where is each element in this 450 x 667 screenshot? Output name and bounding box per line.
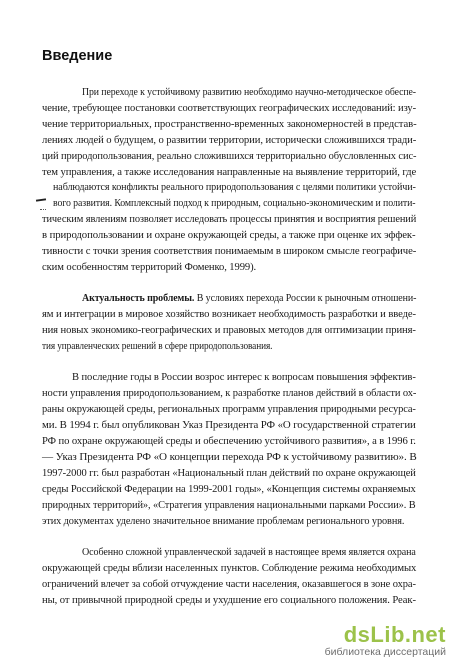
watermark-subtitle: библиотека диссертаций xyxy=(324,646,446,659)
text-line: наблюдаются конфликты реального природопользования с целями политики устойчи- xyxy=(53,182,416,193)
text-line: лениях людей о будущем, о развитии территории, исторически сложившихся тради- xyxy=(42,135,417,146)
text-line: ны, от привычной природной среды и ухудшение его социального положения. Реак- xyxy=(42,595,416,606)
text-line: При переходе к устойчивому развитию необходимо научно-методическое обеспе- xyxy=(82,87,416,98)
text-line: в природопользовании и охране окружающей среды, а также при оценке их эффек- xyxy=(42,230,416,241)
text-line: тивности с точки зрения соответствия понимаемым в широком смысле географиче- xyxy=(42,246,417,257)
text-line: ций природопользования, реально сложившихся территориально обусловленных сис- xyxy=(42,151,417,162)
text-line: 1997-2000 гг. был разработан «Национальный план действий по охране окружающей xyxy=(42,468,416,479)
text-line: окружающей среды вблизи населенных пунктов. Соблюдение режима необходимых xyxy=(42,563,417,574)
bold-lead: Актуальность проблемы. xyxy=(82,293,195,304)
pen-mark xyxy=(36,198,46,201)
text-line: тия управленческих решений в сфере природопользования. xyxy=(42,341,273,352)
text-line: ми. В 1994 г. был опубликован Указ Президента РФ «О государственной стратегии xyxy=(42,420,416,431)
text-line: среды Российской Федерации на 1999-2001 годы», «Концепция системы охраняемых xyxy=(42,484,416,495)
text-line: ским особенностям территорий Фоменко, 1999). xyxy=(42,262,257,273)
text-line: Особенно сложной управленческой задачей в настоящее время является охрана xyxy=(82,547,416,558)
text-line: чение территориальных, пространственно-временных закономерностей в представ- xyxy=(42,119,417,130)
text-line: вого развития. Комплексный подход к природным, социально-экономическим и полити- xyxy=(53,198,416,209)
text-line: тем управления, а также исследования направленные на выявление территорий, где xyxy=(42,167,417,178)
text-line: ности управления природопользованием, к разработке планов действий в области ох- xyxy=(42,388,417,399)
text-line: В последние годы в России возрос интерес к вопросам повышения эффектив- xyxy=(72,372,416,383)
text-line: ния новых экономико-географических и правовых методов для оптимизации приня- xyxy=(42,325,416,336)
text-line: РФ по охране окружающей среды и обеспечению устойчивого развития», а в 1996 г. xyxy=(42,436,416,447)
text-line: этих документах уделено значительное внимание проблемам регионального уровня. xyxy=(42,516,405,527)
text-line: — Указ Президента РФ «О концепции перехода РФ к устойчивому развитию». В xyxy=(42,452,417,463)
watermark-logo: dsLib.net xyxy=(343,622,446,648)
watermark xyxy=(325,624,446,659)
text-line: ям и интеграции в мировое хозяйство возникает необходимость разработки и введе- xyxy=(42,309,416,320)
page-title: Введение xyxy=(42,48,113,64)
text-line: чение, требующее постановки соответствующих географических исследований: изу- xyxy=(42,103,416,114)
text-line: ограничений влечет за собой отчуждение части населения, оказавшегося в зоне охра- xyxy=(42,579,416,590)
text-line: природных территорий», «Стратегия управления национальными парками России». В xyxy=(42,500,416,511)
text-line: раны окружающей среды, региональных программ управления природными ресурса- xyxy=(42,404,416,415)
text-line: тическим явлениям позволяет исследовать процессы принятия и восприятия решений xyxy=(42,214,417,225)
text-line: Актуальность проблемы. В условиях перехода России к рыночным отношени- xyxy=(82,293,417,304)
margin-mark xyxy=(40,209,46,212)
